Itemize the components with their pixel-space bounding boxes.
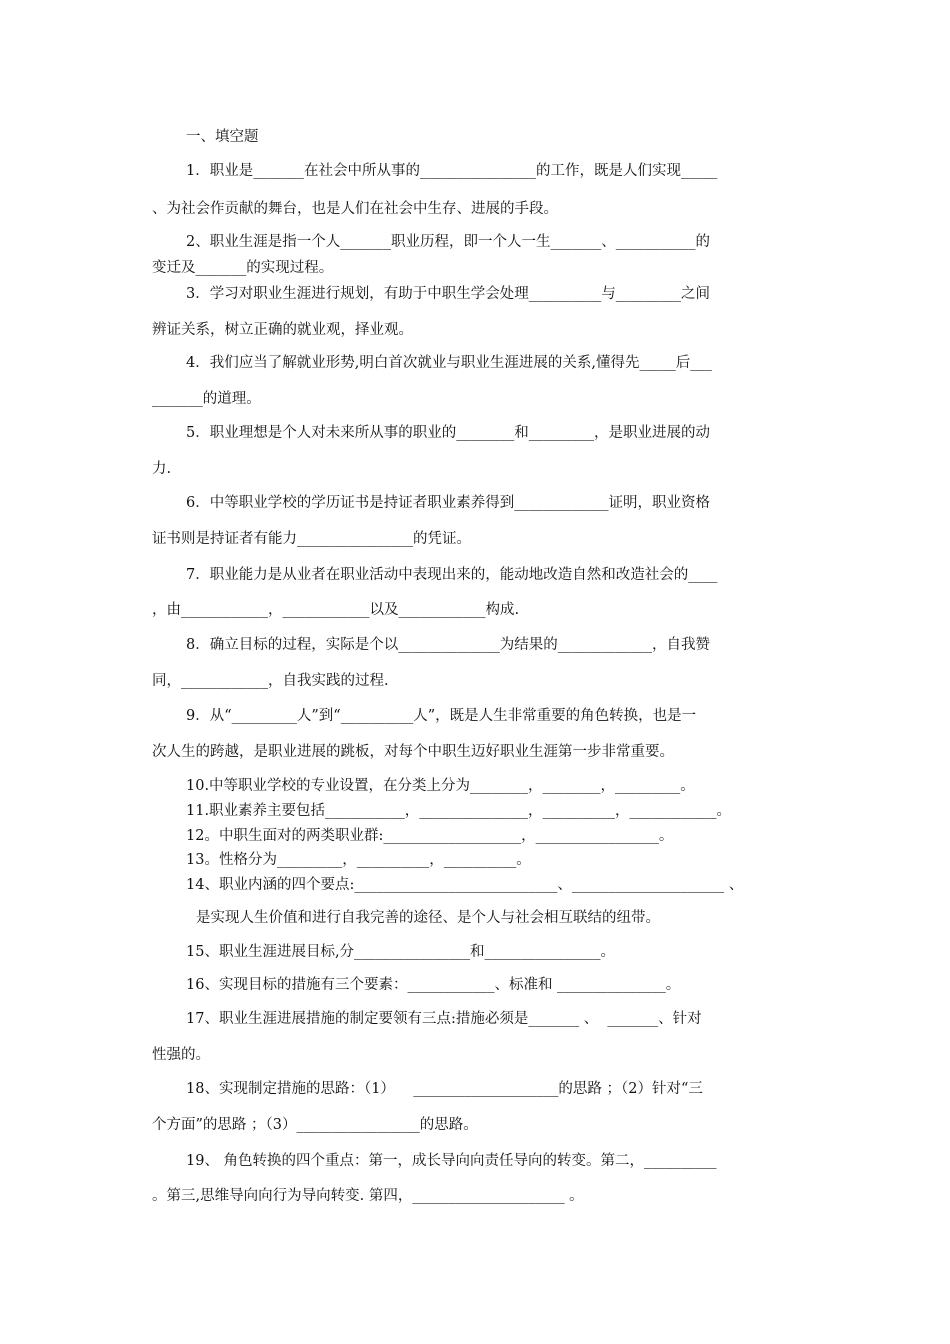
question-9-line-1: 9．从“_________人”到“__________人”，既是人生非常重要的角色转换，也是一 [186, 708, 697, 724]
question-16: 16、实现目标的措施有三个要素：____________、标准和 _______________。 [186, 977, 681, 993]
question-5-line-1: 5．职业理想是个人对未来所从事的职业的________和_________，是职业进展的动 [186, 425, 710, 441]
question-19-line-1: 19、 角色转换的四个重点：第一，成长导向向责任导向的转变。第二，__________ [186, 1153, 717, 1169]
question-18-line-1: 18、实现制定措施的思路：（1） ____________________的思路 ；（2）针对“三 [186, 1081, 703, 1097]
question-11: 11.职业素养主要包括___________，_______________，__________，____________。 [186, 803, 732, 819]
question-15: 15、职业生涯进展目标,分________________和________________。 [186, 944, 616, 960]
question-2-line-1: 2、职业生涯是指一个人_______职业历程，即一个人一生_______、___________的 [186, 234, 710, 250]
question-9-line-2: 次人生的跨越，是职业进展的跳板，对每个中职生迈好职业生涯第一步非常重要。 [152, 744, 674, 760]
question-1-line-2: 、为社会作贡献的舞台，也是人们在社会中生存、进展的手段。 [152, 201, 558, 217]
section-heading: 一、填空题 [186, 129, 259, 145]
question-19-line-2: 。第三,思维导向向行为导向转变. 第四，_____________________ 。 [152, 1188, 584, 1204]
question-12: 12。中职生面对的两类职业群:___________________，_________________。 [186, 828, 674, 844]
question-8-line-1: 8．确立目标的过程，实际是个以______________为结果的_____________，自我赞 [186, 637, 710, 653]
question-14-line-2: 是实现人生价值和进行自我完善的途径、是个人与社会相互联结的纽带。 [196, 910, 660, 926]
question-7-line-2: ，由____________，____________以及____________构成. [152, 602, 520, 618]
question-6-line-2: 证书则是持证者有能力________________的凭证。 [152, 531, 471, 547]
question-14-line-1: 14、职业内涵的四个要点:____________________________、_____________________ 、 [186, 877, 744, 893]
question-17-line-2: 性强的。 [152, 1047, 210, 1063]
question-4-line-2: _______的道理。 [152, 391, 261, 407]
question-3-line-2: 辨证关系，树立正确的就业观，择业观。 [152, 322, 413, 338]
question-2-line-2: 变迁及_______的实现过程。 [152, 260, 334, 276]
question-3-line-1: 3．学习对职业生涯进行规划，有助于中职生学会处理__________与_________之间 [186, 286, 710, 302]
question-1-line-1: 1．职业是_______在社会中所从事的________________的工作，既是人们实现_____ [186, 163, 718, 179]
question-7-line-1: 7．职业能力是从业者在职业活动中表现出来的，能动地改造自然和改造社会的____ [186, 567, 718, 583]
question-13: 13。性格分为_________，__________，__________。 [186, 852, 531, 868]
question-10: 10.中等职业学校的专业设置，在分类上分为________，________，_________。 [186, 778, 695, 794]
question-18-line-2: 个方面”的思路 ；（3）_________________的思路。 [152, 1117, 478, 1133]
question-17-line-1: 17、职业生涯进展措施的制定要领有三点:措施必须是_______ 、 _______、针对 [186, 1011, 702, 1027]
question-5-line-2: 力. [152, 461, 172, 477]
question-4-line-1: 4．我们应当了解就业形势,明白首次就业与职业生涯进展的关系,懂得先_____后___ [186, 355, 712, 371]
question-6-line-1: 6．中等职业学校的学历证书是持证者职业素养得到_____________证明，职业资格 [186, 495, 710, 511]
question-8-line-2: 同，____________，自我实践的过程. [152, 673, 389, 689]
